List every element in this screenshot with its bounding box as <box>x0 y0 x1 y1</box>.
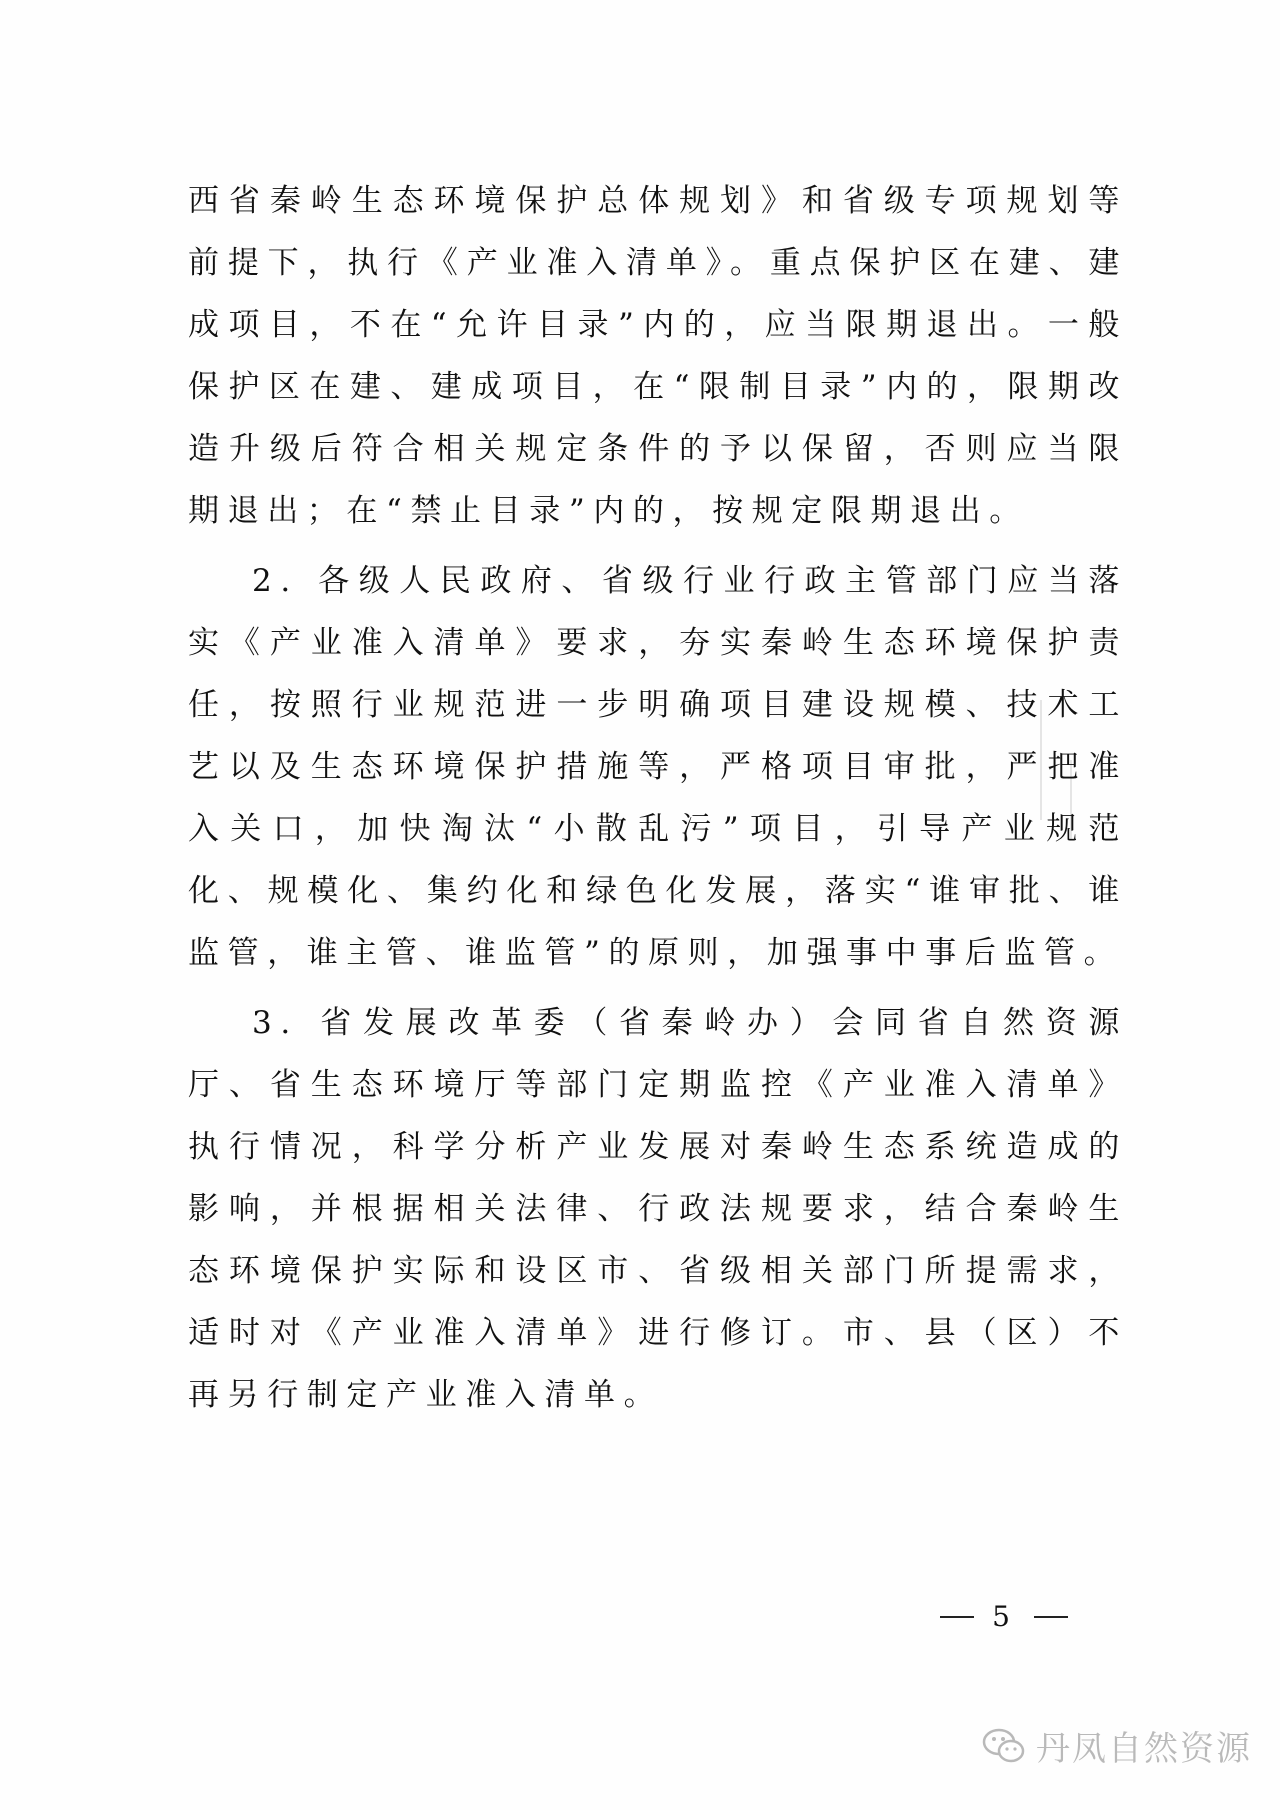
wechat-icon <box>982 1727 1026 1765</box>
page-number <box>940 1600 1068 1633</box>
document-body <box>188 170 1128 1434</box>
page-number-value: 5 <box>992 1600 1016 1633</box>
dash-right <box>1034 1616 1068 1618</box>
watermark <box>982 1721 1252 1770</box>
paragraph-continuation: 西省秦岭生态环境保护总体规划》和省级专项规划等前提下，执行《产业准入清单》。重点保护区在建、建成项目，不在“允许目录”内的，应当限期退出。一般保护区在建、建成项目，在“限制目录”内的，限期改造升级后符合相关规定条件的予以保留，否则应当限期退出；在“禁止目录”内的，按规定限期退出。 <box>188 183 1128 529</box>
dash-left <box>940 1616 974 1618</box>
paragraph-item-2: 2. 各级人民政府、省级行业行政主管部门应当落实《产业准入清单》要求，夯实秦岭生态环境保护责任，按照行业规范进一步明确项目建设规模、技术工艺以及生态环境保护措施等，严格项目审批，严把准入关口，加快淘汰“小散乱污”项目，引导产业规范化、规模化、集约化和绿色化发展，落实“谁审批、谁监管，谁主管、谁监管”的原则，加强事中事后监管。 <box>188 563 1128 971</box>
paragraph-item-3: 3. 省发展改革委（省秦岭办）会同省自然资源厅、省生态环境厅等部门定期监控《产业准入清单》执行情况，科学分析产业发展对秦岭生态系统造成的影响，并根据相关法律、行政法规要求，结合秦岭生态环境保护实际和设区市、省级相关部门所提需求，适时对《产业准入清单》进行修订。市、县（区）不再另行制定产业准入清单。 <box>188 1005 1128 1413</box>
watermark-text: 丹凤自然资源 <box>1036 1729 1252 1769</box>
